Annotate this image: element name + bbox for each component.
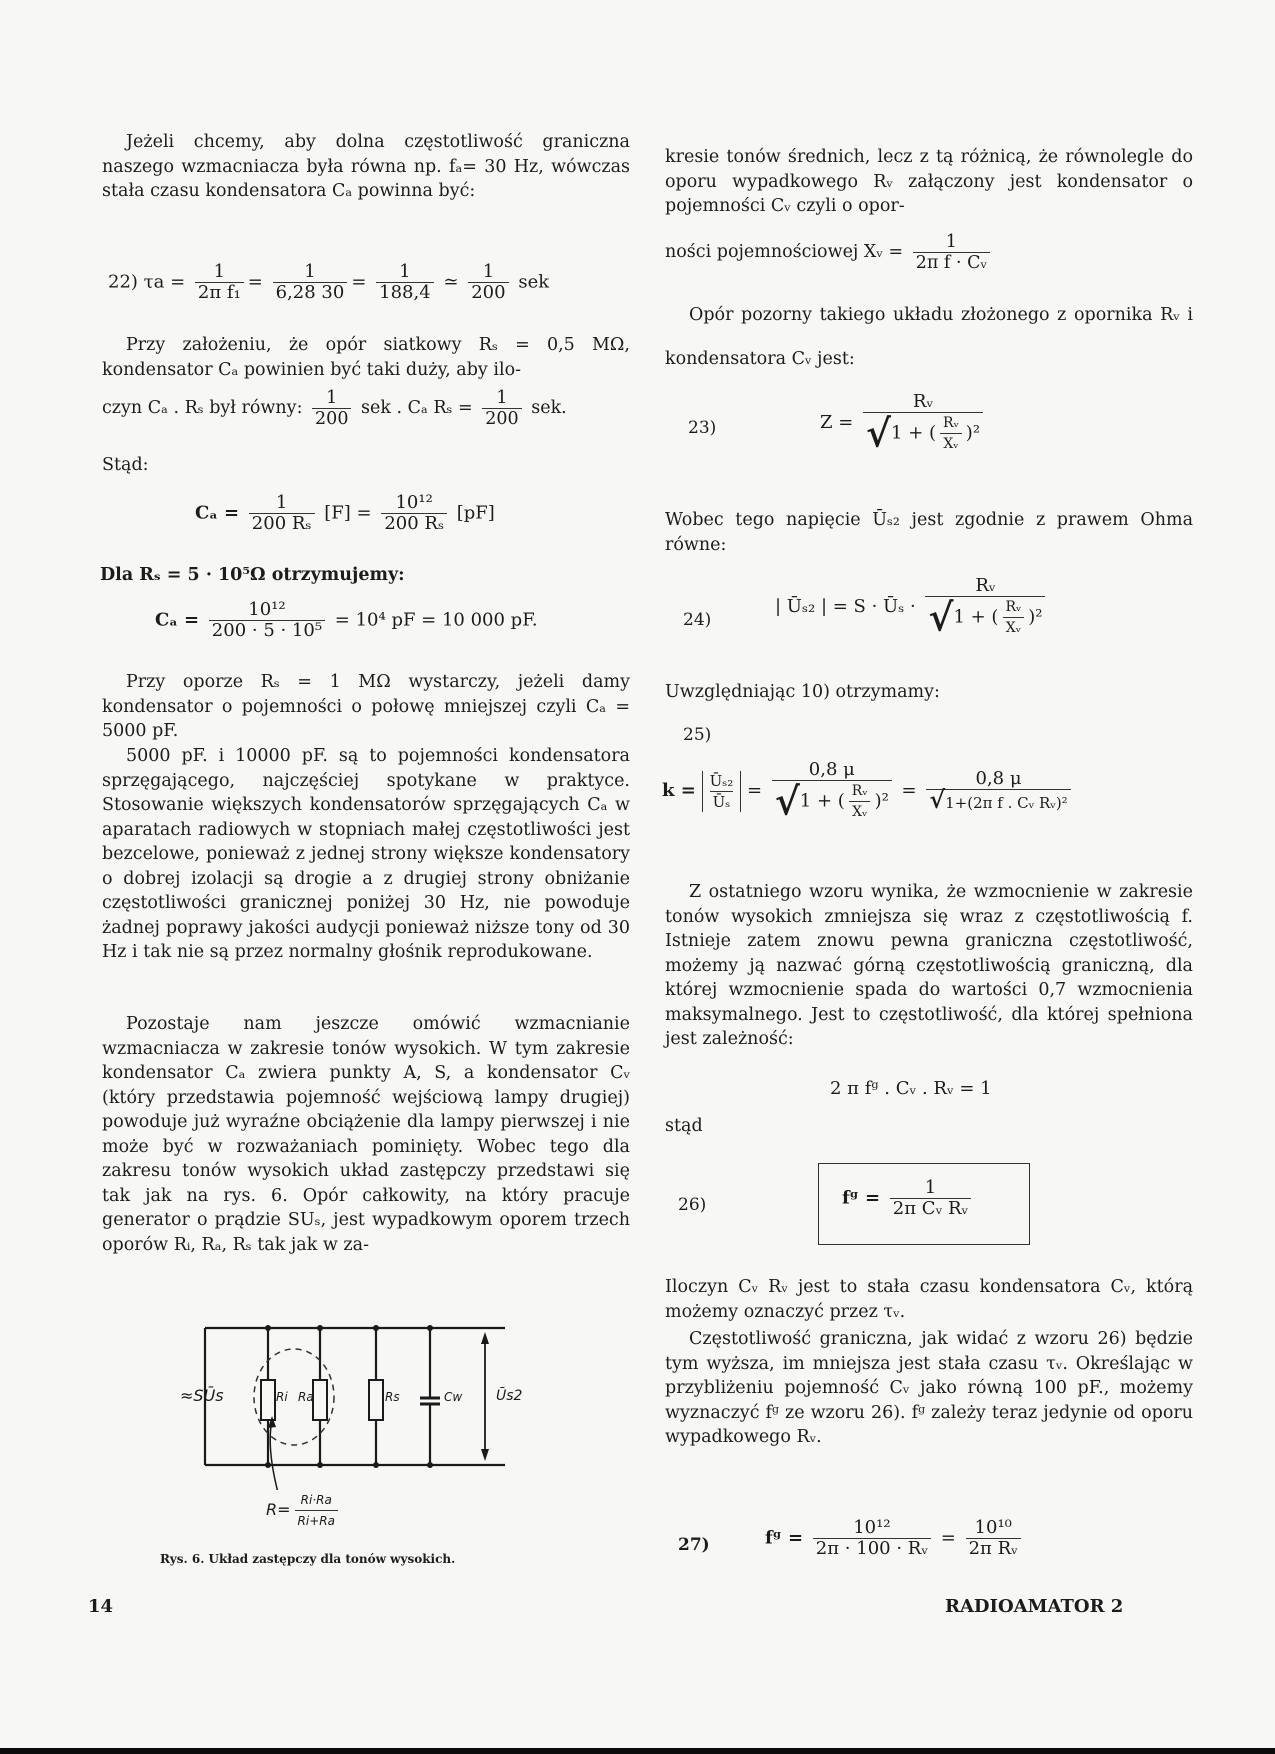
fraction <box>890 1178 971 1219</box>
close-paren: )² <box>874 790 889 812</box>
fraction <box>863 392 983 454</box>
fraction <box>772 760 892 822</box>
right-paragraph-6-text: Iloczyn Cᵥ Rᵥ jest to stała czasu kondensatora Cᵥ, którą możemy oznaczyć przez τᵥ. <box>665 1277 1193 1322</box>
text: czyn Cₐ . Rₛ był równy: <box>102 398 303 418</box>
denominator: 2π Rᵥ <box>966 1538 1021 1559</box>
numerator: 10¹⁰ <box>974 1517 1012 1538</box>
paragraph-4-text: 5000 pF. i 10000 pF. są to pojemności kondensatora sprzęgającego, najczęściej spotykane w praktyce. Stosowanie większych kondensatorów sprzęgających Cₐ w aparatach radiowych w stopniach małej częstotliwości jest bezcelowe, ponieważ z jednej strony większe kondensatory o dobrej izolacji są drogie a z drugiej strony obniżanie częstotliwości granicznej poniżej 30 Hz, nie powoduje żadnej poprawy jakości audycji ponieważ niższe tony od 30 Hz i tak nie są przez normalny głośnik reprodukowane. <box>102 746 630 962</box>
eq-rhs: = 10⁴ pF = 10 000 pF. <box>334 609 538 631</box>
unit: sek <box>518 271 550 293</box>
equation-number-27: 27) <box>678 1535 710 1555</box>
equation-24 <box>775 576 1049 638</box>
equation-number-25: 25) <box>683 725 712 745</box>
fraction <box>1002 597 1024 638</box>
right-paragraph-3 <box>665 508 1193 557</box>
us2-label: Ūs2 <box>496 1388 523 1404</box>
denominator: Ūₛ <box>710 791 734 812</box>
text: ności pojemnościowej Xᵥ = <box>665 242 904 262</box>
fraction <box>273 262 348 303</box>
absolute-value <box>702 771 742 812</box>
circuit-figure <box>180 1300 580 1560</box>
fraction <box>849 781 871 822</box>
close-paren: )² <box>965 422 981 444</box>
equation-number-26: 26) <box>678 1195 707 1215</box>
reactance-line <box>665 232 994 273</box>
denominator: 200 · 5 · 10⁵ <box>209 620 325 641</box>
denominator <box>863 412 983 454</box>
eq-lhs: | Ūₛ₂ | = S · Ūₛ · <box>775 596 916 617</box>
numerator: 1 <box>275 492 288 513</box>
denominator: Xᵥ <box>940 433 961 454</box>
denominator: Ri+Ra <box>295 1510 338 1531</box>
pointer-arrow <box>270 1420 280 1490</box>
denominator <box>925 596 1045 638</box>
resistor-ri <box>261 1380 275 1420</box>
fraction <box>195 262 244 303</box>
numerator: Ūₛ₂ <box>709 771 734 790</box>
numerator: Rᵥ <box>912 391 934 412</box>
denominator: 6,28 30 <box>273 282 348 303</box>
equation-ca-1 <box>195 493 495 534</box>
fraction <box>482 388 521 429</box>
stad-right: stąd <box>665 1116 703 1136</box>
dla-line: Dla Rₛ = 5 · 10⁵Ω otrzymujemy: <box>100 565 405 585</box>
numerator: 0,8 μ <box>808 759 855 780</box>
numerator: 1 <box>326 388 338 408</box>
denominator: 2π Cᵥ Rᵥ <box>890 1198 971 1219</box>
unit: [F] = <box>324 502 372 524</box>
formula-lhs: R= <box>266 1500 291 1519</box>
numerator: 10¹² <box>853 1517 891 1538</box>
equation-number: 22) <box>108 271 138 293</box>
text: sek. <box>531 398 567 418</box>
fraction <box>312 388 351 429</box>
fraction <box>940 413 962 454</box>
denominator: 200 Rₛ <box>381 513 447 534</box>
text: sek . Cₐ Rₛ = <box>361 398 473 418</box>
scan-edge <box>0 1748 1275 1754</box>
right-paragraph-6 <box>665 1275 1193 1324</box>
sqrt-icon: √ <box>928 594 954 640</box>
denominator: 2π · 100 · Rᵥ <box>813 1538 931 1559</box>
equation-22: 22) τa = $\frac{1}{\text{2π f₁}}$ = $\frac{1}{6,28 30}$ = $\frac{1}{188,4}$ ≃ $\frac{1}{200}$ sek <box>108 261 550 303</box>
denominator: 200 <box>468 282 508 303</box>
right-paragraph-7-text: Częstotliwość graniczna, jak widać z wzoru 26) będzie tym wyższa, im mniejsza jest stała czasu τᵥ. Określając w przybliżeniu pojemność Cᵥ jako równą 100 pF., możemy wyznaczyć fᵍ ze wzoru 26). fᵍ zależy teraz jedynie od oporu wypadkowego Rᵥ. <box>665 1329 1193 1447</box>
numerator: Rᵥ <box>943 415 959 431</box>
numerator: Rᵥ <box>851 783 868 799</box>
numerator: 1 <box>945 232 957 252</box>
right-paragraph-2-text: Opór pozorny takiego układu złożonego z opornika Rᵥ i kondensatora Cᵥ jest: <box>665 305 1193 369</box>
eq-lhs: k = <box>662 780 696 801</box>
right-paragraph-5-text: Z ostatniego wzoru wynika, że wzmocnienie w zakresie tonów wysokich zmniejsza się wraz z częstotliwością f. Istnieje zatem znowu pewna graniczna częstotliwość, możemy ją nazwać górną częstotliwością graniczną, dla której wzmocnienie spada do wartości 0,7 wzmocnienia maksymalnego. Jest to częstotliwość, dla której spełniona jest zależność: <box>665 882 1193 1049</box>
stad-label: Stąd: <box>102 455 149 475</box>
close-paren: )² <box>1028 606 1043 628</box>
unit: [pF] <box>456 502 495 524</box>
paragraph-3-text: Przy oporze Rₛ = 1 MΩ wystarczy, jeżeli damy kondensator o pojemności o połowę mniejszej czyli Cₐ = 5000 pF. <box>102 672 630 741</box>
denominator: Xᵥ <box>1003 617 1024 638</box>
numerator: Rᵥ <box>975 575 996 596</box>
equation-number-23: 23) <box>688 418 717 438</box>
cw-label: Cw <box>444 1390 463 1404</box>
paragraph-2b <box>102 388 567 429</box>
paragraph-3 <box>102 670 630 744</box>
sqrt-icon: √ <box>929 785 946 814</box>
denominator <box>926 785 1070 814</box>
paragraph-4 <box>102 744 630 965</box>
denominator: 200 <box>482 408 521 429</box>
fraction <box>813 1518 931 1559</box>
parallel-resistance-formula <box>266 1490 342 1531</box>
numerator: 10¹² <box>395 492 433 513</box>
eq-lhs: Cₐ = <box>155 609 200 631</box>
fraction <box>913 232 990 273</box>
eq-lhs: fᵍ = <box>765 1527 804 1549</box>
fraction <box>381 493 447 534</box>
denominator: 188,4 <box>376 282 434 303</box>
denominator: 200 <box>312 408 351 429</box>
left-column-body <box>102 130 630 204</box>
right-paragraph-2 <box>665 293 1193 381</box>
right-paragraph-5 <box>665 880 1193 1052</box>
radicand: 1 + ( <box>891 422 937 444</box>
fraction <box>707 771 737 812</box>
fraction <box>468 262 508 303</box>
numerator: 10¹² <box>248 599 286 620</box>
equation-number-24: 24) <box>683 610 712 630</box>
numerator: 1 <box>399 261 411 282</box>
fraction <box>295 1490 338 1531</box>
denominator: 200 Rₛ <box>249 513 315 534</box>
resistor-ra <box>313 1380 327 1420</box>
denominator: 2π f₁ <box>195 282 244 303</box>
ra-label: Ra <box>298 1390 314 1404</box>
denominator: Xᵥ <box>849 801 870 822</box>
fraction <box>209 600 325 641</box>
radicand: 1+(2π f . Cᵥ Rᵥ)² <box>945 794 1068 812</box>
numerator: Ri·Ra <box>300 1493 332 1507</box>
paragraph-1: Jeżeli chcemy, aby dolna częstotliwość graniczna naszego wzmacniacza była równa np. fₐ= 30 Hz, wówczas stała czasu kondensatora Cₐ powinna być: <box>102 132 630 201</box>
equation-ca-2 <box>155 600 538 641</box>
eq-lhs: fᵍ = <box>842 1187 881 1209</box>
right-paragraph-3-text: Wobec tego napięcie Ūₛ₂ jest zgodnie z prawem Ohma równe: <box>665 510 1193 555</box>
figure-caption: Rys. 6. Układ zastępczy dla tonów wysokich. <box>160 1552 456 1566</box>
fraction <box>925 576 1045 638</box>
right-paragraph-1 <box>665 145 1193 219</box>
equation-condition: 2 π fᵍ . Cᵥ . Rᵥ = 1 <box>830 1078 992 1099</box>
right-paragraph-7 <box>665 1327 1193 1450</box>
eq-lhs: Cₐ = <box>195 502 240 524</box>
fraction <box>926 769 1070 813</box>
equals-sign: = <box>940 1527 956 1549</box>
eq-lhs: τa = <box>143 271 186 293</box>
fraction <box>376 262 434 303</box>
paragraph-5 <box>102 1012 630 1257</box>
fraction <box>966 1518 1021 1559</box>
right-paragraph-4: Uwzględniając 10) otrzymamy: <box>665 682 940 702</box>
source-label: ≈SŪs <box>180 1386 224 1405</box>
denominator: 2π f · Cᵥ <box>913 252 990 273</box>
eq-lhs: Z = <box>820 412 854 433</box>
numerator: 1 <box>304 261 316 282</box>
page-number: 14 <box>88 1596 114 1617</box>
numerator: Rᵥ <box>1005 599 1022 615</box>
resistor-rs <box>369 1380 383 1420</box>
numerator: 1 <box>924 1177 937 1198</box>
numerator: 0,8 μ <box>975 768 1022 789</box>
right-paragraph-1-text: kresie tonów średnich, lecz z tą różnicą, że równolegle do oporu wypadkowego Rᵥ załączony jest kondensator o pojemności Cᵥ czyli o opor- <box>665 147 1193 216</box>
numerator: 1 <box>496 388 508 408</box>
equation-27 <box>765 1518 1025 1559</box>
paragraph-5-text: Pozostaje nam jeszcze omówić wzmacnianie wzmacniacza w zakresie tonów wysokich. W tym zakresie kondensator Cₐ zwiera punkty A, S, a kondensator Cᵥ (który przedstawia pojemność wejściową lampy drugiej) powoduje już wyraźne obciążenie dla lampy pierwszej i nie może być w rozważaniach pominięty. Wobec tego dla zakresu tonów wysokich układ zastępczy przedstawi się tak jak na rys. 6. Opór całkowity, na który pracuje generator o prądzie SUₛ, jest wypadkowym oporem trzech oporów Rᵢ, Rₐ, Rₛ tak jak w za- <box>102 1014 630 1255</box>
radicand: 1 + ( <box>953 606 999 628</box>
paragraph-2a: Przy założeniu, że opór siatkowy Rₛ = 0,5 MΩ, kondensator Cₐ powinien być taki duży, aby ilo- <box>102 335 630 380</box>
numerator: 1 <box>213 261 226 282</box>
sqrt-icon: √ <box>774 778 800 824</box>
denominator <box>772 780 892 822</box>
numerator: 1 <box>482 261 495 282</box>
equation-26 <box>842 1178 975 1219</box>
paragraph-2 <box>102 333 630 382</box>
equation-25: k = $\frac{\text{Ūₛ₂}}{\text{Ūₛ}}$ = 0,8 μ √1 + ( $\frac{\text{Rᵥ}}{\text{Xᵥ}}$ )² = $\frac{0,8 \mu}{\text{√1+(2π f . Cᵥ Rᵥ)²}}$ <box>662 760 1075 822</box>
ri-label: Ri <box>276 1390 288 1404</box>
rs-label: Rs <box>385 1390 400 1404</box>
sqrt-icon: √ <box>866 410 892 456</box>
magazine-title: RADIOAMATOR 2 <box>945 1596 1124 1617</box>
fraction <box>249 493 315 534</box>
equation-23 <box>820 392 987 454</box>
approx-sign: ≃ <box>443 271 459 293</box>
radicand: 1 + ( <box>799 790 845 812</box>
